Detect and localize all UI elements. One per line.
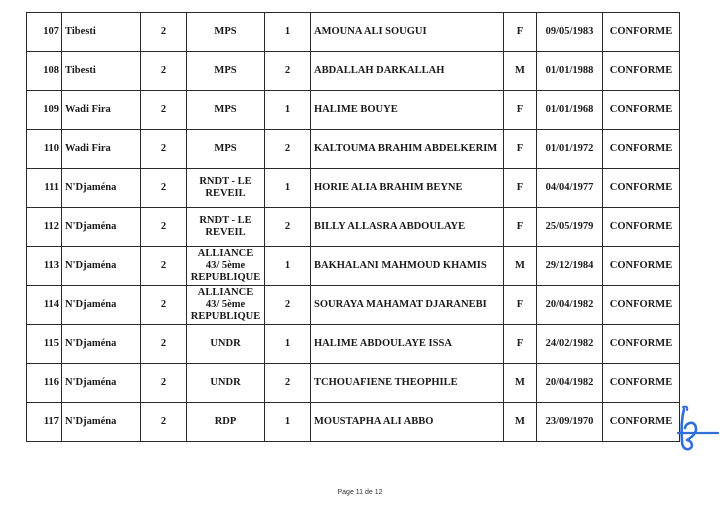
cell-candidate-name: HALIME BOUYE — [311, 91, 504, 130]
cell-birth-date: 01/01/1988 — [537, 52, 603, 91]
cell-rank: 2 — [265, 208, 311, 247]
cell-sex: M — [504, 247, 537, 286]
cell-birth-date: 20/04/1982 — [537, 286, 603, 325]
cell-sex: M — [504, 403, 537, 442]
cell-rank: 1 — [265, 403, 311, 442]
table-row — [27, 325, 680, 364]
cell-rank: 2 — [265, 286, 311, 325]
table-row — [27, 13, 680, 52]
cell-status: CONFORME — [603, 403, 680, 442]
cell-party: UNDR — [187, 364, 265, 403]
cell-candidate-name: SOURAYA MAHAMAT DJARANEBI — [311, 286, 504, 325]
cell-region: N'Djaména — [62, 403, 141, 442]
cell-candidate-name: ABDALLAH DARKALLAH — [311, 52, 504, 91]
cell-seats: 2 — [141, 403, 187, 442]
cell-rank: 1 — [265, 169, 311, 208]
table-row — [27, 91, 680, 130]
cell-status: CONFORME — [603, 286, 680, 325]
cell-region: N'Djaména — [62, 208, 141, 247]
cell-party: MPS — [187, 91, 265, 130]
cell-status: CONFORME — [603, 325, 680, 364]
cell-seats: 2 — [141, 169, 187, 208]
cell-birth-date: 09/05/1983 — [537, 13, 603, 52]
cell-number: 117 — [27, 403, 62, 442]
cell-candidate-name: MOUSTAPHA ALI ABBO — [311, 403, 504, 442]
cell-number: 112 — [27, 208, 62, 247]
cell-region: N'Djaména — [62, 286, 141, 325]
cell-sex: M — [504, 364, 537, 403]
cell-birth-date: 24/02/1982 — [537, 325, 603, 364]
table-row — [27, 52, 680, 91]
cell-sex: F — [504, 208, 537, 247]
table-row — [27, 208, 680, 247]
cell-number: 111 — [27, 169, 62, 208]
cell-sex: F — [504, 130, 537, 169]
cell-party: RDP — [187, 403, 265, 442]
cell-number: 110 — [27, 130, 62, 169]
cell-candidate-name: BILLY ALLASRA ABDOULAYE — [311, 208, 504, 247]
cell-sex: F — [504, 325, 537, 364]
cell-region: N'Djaména — [62, 325, 141, 364]
cell-seats: 2 — [141, 91, 187, 130]
cell-party: RNDT - LE REVEIL — [187, 169, 265, 208]
cell-region: Tibesti — [62, 52, 141, 91]
cell-party: MPS — [187, 13, 265, 52]
cell-candidate-name: AMOUNA ALI SOUGUI — [311, 13, 504, 52]
cell-sex: F — [504, 13, 537, 52]
cell-number: 113 — [27, 247, 62, 286]
cell-rank: 2 — [265, 364, 311, 403]
table-row — [27, 364, 680, 403]
cell-party: RNDT - LE REVEIL — [187, 208, 265, 247]
cell-seats: 2 — [141, 130, 187, 169]
cell-number: 115 — [27, 325, 62, 364]
cell-number: 107 — [27, 13, 62, 52]
cell-birth-date: 20/04/1982 — [537, 364, 603, 403]
cell-status: CONFORME — [603, 208, 680, 247]
cell-candidate-name: BAKHALANI MAHMOUD KHAMIS — [311, 247, 504, 286]
cell-rank: 2 — [265, 130, 311, 169]
table-row — [27, 169, 680, 208]
table-row — [27, 130, 680, 169]
cell-birth-date: 01/01/1968 — [537, 91, 603, 130]
cell-status: CONFORME — [603, 247, 680, 286]
cell-seats: 2 — [141, 208, 187, 247]
cell-party: UNDR — [187, 325, 265, 364]
table-row — [27, 286, 680, 325]
cell-region: N'Djaména — [62, 247, 141, 286]
table-row — [27, 403, 680, 442]
cell-status: CONFORME — [603, 130, 680, 169]
cell-region: Wadi Fira — [62, 130, 141, 169]
cell-region: N'Djaména — [62, 169, 141, 208]
cell-candidate-name: HALIME ABDOULAYE ISSA — [311, 325, 504, 364]
cell-birth-date: 23/09/1970 — [537, 403, 603, 442]
cell-sex: M — [504, 52, 537, 91]
cell-region: Tibesti — [62, 13, 141, 52]
cell-seats: 2 — [141, 52, 187, 91]
cell-status: CONFORME — [603, 13, 680, 52]
cell-rank: 1 — [265, 325, 311, 364]
cell-seats: 2 — [141, 325, 187, 364]
cell-rank: 1 — [265, 13, 311, 52]
cell-status: CONFORME — [603, 169, 680, 208]
candidate-table — [26, 12, 680, 442]
cell-candidate-name: KALTOUMA BRAHIM ABDELKERIM — [311, 130, 504, 169]
cell-rank: 1 — [265, 247, 311, 286]
cell-seats: 2 — [141, 247, 187, 286]
cell-rank: 2 — [265, 52, 311, 91]
cell-sex: F — [504, 169, 537, 208]
handwritten-signature-icon — [670, 403, 720, 455]
cell-region: Wadi Fira — [62, 91, 141, 130]
cell-number: 109 — [27, 91, 62, 130]
cell-seats: 2 — [141, 286, 187, 325]
cell-candidate-name: HORIE ALIA BRAHIM BEYNE — [311, 169, 504, 208]
cell-party: ALLIANCE 43/ 5ème REPUBLIQUE — [187, 286, 265, 325]
cell-party: MPS — [187, 52, 265, 91]
cell-party: MPS — [187, 130, 265, 169]
cell-seats: 2 — [141, 364, 187, 403]
cell-birth-date: 04/04/1977 — [537, 169, 603, 208]
cell-sex: F — [504, 91, 537, 130]
cell-status: CONFORME — [603, 91, 680, 130]
cell-region: N'Djaména — [62, 364, 141, 403]
cell-status: CONFORME — [603, 364, 680, 403]
cell-birth-date: 25/05/1979 — [537, 208, 603, 247]
cell-candidate-name: TCHOUAFIENE THEOPHILE — [311, 364, 504, 403]
cell-status: CONFORME — [603, 52, 680, 91]
cell-number: 108 — [27, 52, 62, 91]
cell-number: 114 — [27, 286, 62, 325]
cell-rank: 1 — [265, 91, 311, 130]
page-number: Page 11 de 12 — [337, 489, 383, 496]
cell-number: 116 — [27, 364, 62, 403]
cell-seats: 2 — [141, 13, 187, 52]
cell-party: ALLIANCE 43/ 5ème REPUBLIQUE — [187, 247, 265, 286]
table-row — [27, 247, 680, 286]
cell-birth-date: 01/01/1972 — [537, 130, 603, 169]
cell-sex: F — [504, 286, 537, 325]
table-body — [27, 13, 680, 442]
cell-birth-date: 29/12/1984 — [537, 247, 603, 286]
